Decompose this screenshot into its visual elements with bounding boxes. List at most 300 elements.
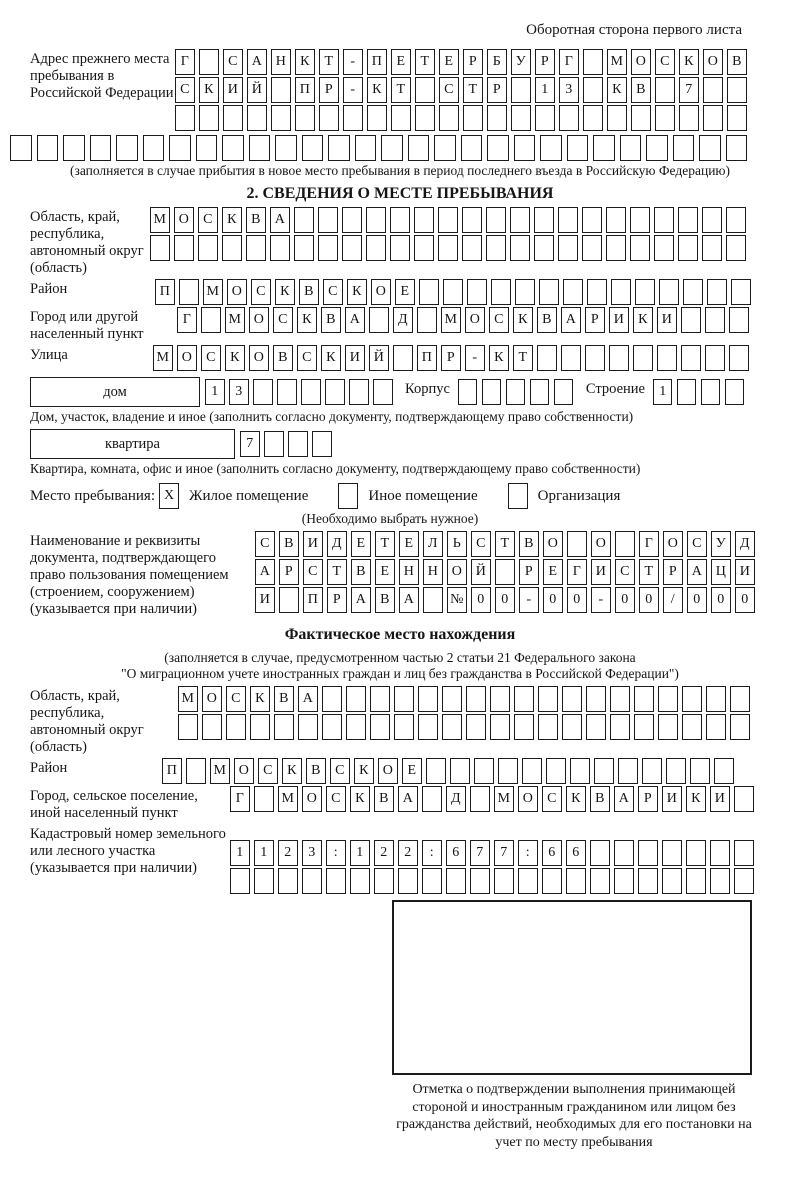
- char-box[interactable]: [470, 786, 490, 812]
- char-box[interactable]: [462, 207, 482, 233]
- char-box[interactable]: 0: [495, 587, 515, 613]
- char-box[interactable]: [734, 840, 754, 866]
- char-box[interactable]: [295, 105, 315, 131]
- char-box[interactable]: М: [203, 279, 223, 305]
- char-box[interactable]: [249, 135, 271, 161]
- char-box[interactable]: [466, 714, 486, 740]
- char-box[interactable]: [702, 207, 722, 233]
- char-box[interactable]: С: [542, 786, 562, 812]
- char-box[interactable]: С: [175, 77, 195, 103]
- char-box[interactable]: Н: [423, 559, 443, 585]
- char-box[interactable]: [202, 714, 222, 740]
- char-box[interactable]: [294, 235, 314, 261]
- char-box[interactable]: К: [225, 345, 245, 371]
- char-box[interactable]: [658, 686, 678, 712]
- char-box[interactable]: Р: [585, 307, 605, 333]
- char-box[interactable]: [346, 714, 366, 740]
- char-box[interactable]: С: [273, 307, 293, 333]
- char-box[interactable]: [654, 207, 674, 233]
- char-box[interactable]: Б: [487, 49, 507, 75]
- char-box[interactable]: О: [378, 758, 398, 784]
- char-box[interactable]: Е: [375, 559, 395, 585]
- char-box[interactable]: -: [591, 587, 611, 613]
- char-box[interactable]: К: [297, 307, 317, 333]
- char-box[interactable]: [350, 868, 370, 894]
- char-box[interactable]: №: [447, 587, 467, 613]
- char-box[interactable]: [494, 868, 514, 894]
- char-box[interactable]: В: [727, 49, 747, 75]
- char-box[interactable]: 0: [687, 587, 707, 613]
- char-box[interactable]: У: [511, 49, 531, 75]
- char-box[interactable]: [606, 207, 626, 233]
- char-box[interactable]: Р: [463, 49, 483, 75]
- char-box[interactable]: 3: [559, 77, 579, 103]
- char-box[interactable]: 7: [494, 840, 514, 866]
- char-box[interactable]: [271, 105, 291, 131]
- char-box[interactable]: [342, 235, 362, 261]
- char-box[interactable]: [511, 77, 531, 103]
- char-box[interactable]: [731, 279, 751, 305]
- char-box[interactable]: 0: [639, 587, 659, 613]
- char-box[interactable]: С: [326, 786, 346, 812]
- char-box[interactable]: [201, 307, 221, 333]
- char-box[interactable]: Й: [471, 559, 491, 585]
- char-box[interactable]: [567, 135, 589, 161]
- char-box[interactable]: В: [631, 77, 651, 103]
- char-box[interactable]: [582, 235, 602, 261]
- char-box[interactable]: [681, 345, 701, 371]
- char-box[interactable]: [570, 758, 590, 784]
- char-box[interactable]: [462, 235, 482, 261]
- char-box[interactable]: О: [174, 207, 194, 233]
- char-box[interactable]: 0: [567, 587, 587, 613]
- char-box[interactable]: [586, 714, 606, 740]
- char-box[interactable]: [461, 135, 483, 161]
- char-box[interactable]: [346, 686, 366, 712]
- char-box[interactable]: [370, 714, 390, 740]
- char-box[interactable]: [583, 49, 603, 75]
- char-box[interactable]: [343, 105, 363, 131]
- char-box[interactable]: [530, 379, 550, 405]
- char-box[interactable]: С: [297, 345, 317, 371]
- char-box[interactable]: [226, 714, 246, 740]
- char-box[interactable]: [369, 307, 389, 333]
- char-box[interactable]: [542, 868, 562, 894]
- char-box[interactable]: [567, 531, 587, 557]
- char-box[interactable]: И: [735, 559, 755, 585]
- char-box[interactable]: [606, 235, 626, 261]
- char-box[interactable]: [482, 379, 502, 405]
- char-box[interactable]: Е: [399, 531, 419, 557]
- char-box[interactable]: [328, 135, 350, 161]
- char-box[interactable]: М: [494, 786, 514, 812]
- char-box[interactable]: 3: [302, 840, 322, 866]
- char-box[interactable]: [714, 758, 734, 784]
- char-box[interactable]: [90, 135, 112, 161]
- char-box[interactable]: П: [162, 758, 182, 784]
- char-box[interactable]: М: [278, 786, 298, 812]
- char-box[interactable]: [655, 77, 675, 103]
- char-box[interactable]: [610, 686, 630, 712]
- char-box[interactable]: Т: [495, 531, 515, 557]
- char-box[interactable]: Ь: [447, 531, 467, 557]
- char-box[interactable]: К: [321, 345, 341, 371]
- char-box[interactable]: [198, 235, 218, 261]
- char-box[interactable]: [390, 235, 410, 261]
- char-box[interactable]: С: [255, 531, 275, 557]
- char-box[interactable]: [535, 105, 555, 131]
- char-box[interactable]: [442, 714, 462, 740]
- char-box[interactable]: Н: [271, 49, 291, 75]
- char-box[interactable]: К: [489, 345, 509, 371]
- char-box[interactable]: [434, 135, 456, 161]
- char-box[interactable]: [419, 279, 439, 305]
- char-box[interactable]: [458, 379, 478, 405]
- char-box[interactable]: 2: [374, 840, 394, 866]
- char-box[interactable]: 0: [543, 587, 563, 613]
- char-box[interactable]: [638, 840, 658, 866]
- char-box[interactable]: [559, 105, 579, 131]
- char-box[interactable]: [322, 714, 342, 740]
- char-box[interactable]: [727, 105, 747, 131]
- char-box[interactable]: И: [710, 786, 730, 812]
- char-box[interactable]: [633, 345, 653, 371]
- char-box[interactable]: [446, 868, 466, 894]
- char-box[interactable]: Д: [393, 307, 413, 333]
- char-box[interactable]: С: [303, 559, 323, 585]
- char-box[interactable]: [302, 868, 322, 894]
- char-box[interactable]: [705, 345, 725, 371]
- char-box[interactable]: [678, 207, 698, 233]
- char-box[interactable]: [679, 105, 699, 131]
- char-box[interactable]: [590, 840, 610, 866]
- char-box[interactable]: [635, 279, 655, 305]
- char-box[interactable]: К: [633, 307, 653, 333]
- char-box[interactable]: В: [246, 207, 266, 233]
- char-box[interactable]: [611, 279, 631, 305]
- char-box[interactable]: Ц: [711, 559, 731, 585]
- char-box[interactable]: [414, 207, 434, 233]
- char-box[interactable]: М: [607, 49, 627, 75]
- char-box[interactable]: [253, 379, 273, 405]
- char-box[interactable]: [726, 235, 746, 261]
- char-box[interactable]: [355, 135, 377, 161]
- char-box[interactable]: [414, 235, 434, 261]
- char-box[interactable]: К: [354, 758, 374, 784]
- char-box[interactable]: С: [201, 345, 221, 371]
- char-box[interactable]: [586, 686, 606, 712]
- char-box[interactable]: [366, 207, 386, 233]
- char-box[interactable]: [422, 868, 442, 894]
- char-box[interactable]: [561, 345, 581, 371]
- char-box[interactable]: Е: [439, 49, 459, 75]
- char-box[interactable]: И: [662, 786, 682, 812]
- char-box[interactable]: О: [227, 279, 247, 305]
- char-box[interactable]: [466, 686, 486, 712]
- char-box[interactable]: С: [687, 531, 707, 557]
- char-box[interactable]: А: [398, 786, 418, 812]
- char-box[interactable]: С: [198, 207, 218, 233]
- char-box[interactable]: 3: [229, 379, 249, 405]
- char-box[interactable]: [638, 868, 658, 894]
- char-box[interactable]: [463, 105, 483, 131]
- char-box[interactable]: [539, 279, 559, 305]
- char-box[interactable]: [390, 207, 410, 233]
- char-box[interactable]: [506, 379, 526, 405]
- char-box[interactable]: [301, 379, 321, 405]
- char-box[interactable]: [534, 207, 554, 233]
- char-box[interactable]: [658, 714, 678, 740]
- char-box[interactable]: Д: [735, 531, 755, 557]
- char-box[interactable]: 1: [653, 379, 673, 405]
- char-box[interactable]: [538, 714, 558, 740]
- char-box[interactable]: Г: [177, 307, 197, 333]
- char-box[interactable]: [730, 714, 750, 740]
- char-box[interactable]: [37, 135, 59, 161]
- char-box[interactable]: [515, 279, 535, 305]
- char-box[interactable]: [254, 786, 274, 812]
- char-box[interactable]: [318, 235, 338, 261]
- char-box[interactable]: 0: [615, 587, 635, 613]
- char-box[interactable]: [646, 135, 668, 161]
- char-box[interactable]: С: [323, 279, 343, 305]
- char-box[interactable]: Г: [230, 786, 250, 812]
- char-box[interactable]: В: [351, 559, 371, 585]
- char-box[interactable]: [615, 531, 635, 557]
- char-box[interactable]: [558, 207, 578, 233]
- char-box[interactable]: К: [686, 786, 706, 812]
- char-box[interactable]: [150, 235, 170, 261]
- char-box[interactable]: [566, 868, 586, 894]
- stay-type-checkbox-organization[interactable]: [508, 483, 528, 509]
- char-box[interactable]: 1: [230, 840, 250, 866]
- char-box[interactable]: К: [566, 786, 586, 812]
- char-box[interactable]: [655, 105, 675, 131]
- char-box[interactable]: Д: [327, 531, 347, 557]
- house-type-box[interactable]: дом: [30, 377, 200, 407]
- char-box[interactable]: [590, 868, 610, 894]
- char-box[interactable]: К: [275, 279, 295, 305]
- char-box[interactable]: И: [345, 345, 365, 371]
- char-box[interactable]: Г: [639, 531, 659, 557]
- char-box[interactable]: [634, 686, 654, 712]
- char-box[interactable]: [726, 135, 748, 161]
- char-box[interactable]: [618, 758, 638, 784]
- char-box[interactable]: [654, 235, 674, 261]
- char-box[interactable]: К: [513, 307, 533, 333]
- char-box[interactable]: [703, 77, 723, 103]
- char-box[interactable]: [467, 279, 487, 305]
- char-box[interactable]: В: [374, 786, 394, 812]
- char-box[interactable]: О: [631, 49, 651, 75]
- char-box[interactable]: [271, 77, 291, 103]
- char-box[interactable]: Е: [402, 758, 422, 784]
- char-box[interactable]: О: [465, 307, 485, 333]
- char-box[interactable]: [370, 686, 390, 712]
- char-box[interactable]: [223, 105, 243, 131]
- char-box[interactable]: /: [663, 587, 683, 613]
- char-box[interactable]: [673, 135, 695, 161]
- char-box[interactable]: [367, 105, 387, 131]
- char-box[interactable]: П: [303, 587, 323, 613]
- char-box[interactable]: [143, 135, 165, 161]
- char-box[interactable]: [408, 135, 430, 161]
- char-box[interactable]: О: [447, 559, 467, 585]
- char-box[interactable]: [199, 49, 219, 75]
- char-box[interactable]: 1: [254, 840, 274, 866]
- char-box[interactable]: [366, 235, 386, 261]
- char-box[interactable]: П: [155, 279, 175, 305]
- char-box[interactable]: [710, 868, 730, 894]
- char-box[interactable]: И: [223, 77, 243, 103]
- char-box[interactable]: [562, 714, 582, 740]
- char-box[interactable]: 0: [735, 587, 755, 613]
- char-box[interactable]: [342, 207, 362, 233]
- char-box[interactable]: [178, 714, 198, 740]
- char-box[interactable]: Т: [327, 559, 347, 585]
- char-box[interactable]: [443, 279, 463, 305]
- char-box[interactable]: [175, 105, 195, 131]
- char-box[interactable]: М: [153, 345, 173, 371]
- char-box[interactable]: [230, 868, 250, 894]
- char-box[interactable]: А: [255, 559, 275, 585]
- char-box[interactable]: Е: [391, 49, 411, 75]
- char-box[interactable]: [486, 207, 506, 233]
- char-box[interactable]: [729, 307, 749, 333]
- char-box[interactable]: С: [251, 279, 271, 305]
- char-box[interactable]: [594, 758, 614, 784]
- char-box[interactable]: Д: [446, 786, 466, 812]
- char-box[interactable]: [706, 714, 726, 740]
- char-box[interactable]: [491, 279, 511, 305]
- char-box[interactable]: [514, 714, 534, 740]
- char-box[interactable]: [510, 235, 530, 261]
- char-box[interactable]: [554, 379, 574, 405]
- char-box[interactable]: А: [614, 786, 634, 812]
- char-box[interactable]: [710, 840, 730, 866]
- char-box[interactable]: [682, 714, 702, 740]
- char-box[interactable]: [610, 714, 630, 740]
- char-box[interactable]: [302, 135, 324, 161]
- char-box[interactable]: С: [489, 307, 509, 333]
- char-box[interactable]: Е: [543, 559, 563, 585]
- char-box[interactable]: [222, 235, 242, 261]
- char-box[interactable]: Г: [175, 49, 195, 75]
- char-box[interactable]: Т: [463, 77, 483, 103]
- char-box[interactable]: [683, 279, 703, 305]
- char-box[interactable]: 7: [679, 77, 699, 103]
- char-box[interactable]: [662, 840, 682, 866]
- char-box[interactable]: [391, 105, 411, 131]
- char-box[interactable]: О: [518, 786, 538, 812]
- char-box[interactable]: [537, 345, 557, 371]
- char-box[interactable]: [642, 758, 662, 784]
- char-box[interactable]: О: [177, 345, 197, 371]
- char-box[interactable]: [514, 686, 534, 712]
- char-box[interactable]: [349, 379, 369, 405]
- char-box[interactable]: К: [367, 77, 387, 103]
- char-box[interactable]: В: [537, 307, 557, 333]
- char-box[interactable]: О: [302, 786, 322, 812]
- char-box[interactable]: К: [295, 49, 315, 75]
- char-box[interactable]: В: [375, 587, 395, 613]
- char-box[interactable]: [666, 758, 686, 784]
- char-box[interactable]: [734, 868, 754, 894]
- char-box[interactable]: [63, 135, 85, 161]
- char-box[interactable]: [593, 135, 615, 161]
- char-box[interactable]: С: [258, 758, 278, 784]
- char-box[interactable]: [686, 840, 706, 866]
- char-box[interactable]: А: [345, 307, 365, 333]
- char-box[interactable]: [487, 135, 509, 161]
- char-box[interactable]: С: [615, 559, 635, 585]
- char-box[interactable]: [294, 207, 314, 233]
- char-box[interactable]: [734, 786, 754, 812]
- char-box[interactable]: [277, 379, 297, 405]
- char-box[interactable]: В: [321, 307, 341, 333]
- char-box[interactable]: Р: [519, 559, 539, 585]
- char-box[interactable]: К: [347, 279, 367, 305]
- char-box[interactable]: [522, 758, 542, 784]
- char-box[interactable]: :: [422, 840, 442, 866]
- char-box[interactable]: [582, 207, 602, 233]
- char-box[interactable]: К: [222, 207, 242, 233]
- char-box[interactable]: [254, 868, 274, 894]
- char-box[interactable]: [374, 868, 394, 894]
- apartment-type-box[interactable]: квартира: [30, 429, 235, 459]
- char-box[interactable]: [270, 235, 290, 261]
- char-box[interactable]: Т: [319, 49, 339, 75]
- char-box[interactable]: [614, 840, 634, 866]
- char-box[interactable]: М: [441, 307, 461, 333]
- char-box[interactable]: [707, 279, 727, 305]
- char-box[interactable]: К: [282, 758, 302, 784]
- char-box[interactable]: И: [303, 531, 323, 557]
- char-box[interactable]: [426, 758, 446, 784]
- char-box[interactable]: [631, 105, 651, 131]
- char-box[interactable]: [312, 431, 332, 457]
- char-box[interactable]: Р: [327, 587, 347, 613]
- char-box[interactable]: [474, 758, 494, 784]
- char-box[interactable]: О: [234, 758, 254, 784]
- char-box[interactable]: [534, 235, 554, 261]
- char-box[interactable]: [169, 135, 191, 161]
- char-box[interactable]: [702, 235, 722, 261]
- char-box[interactable]: Т: [391, 77, 411, 103]
- char-box[interactable]: Й: [247, 77, 267, 103]
- char-box[interactable]: [681, 307, 701, 333]
- char-box[interactable]: [609, 345, 629, 371]
- char-box[interactable]: М: [210, 758, 230, 784]
- char-box[interactable]: К: [199, 77, 219, 103]
- char-box[interactable]: 1: [205, 379, 225, 405]
- char-box[interactable]: [563, 279, 583, 305]
- char-box[interactable]: О: [371, 279, 391, 305]
- char-box[interactable]: [486, 235, 506, 261]
- stay-type-checkbox-residential[interactable]: X: [159, 483, 179, 509]
- char-box[interactable]: [318, 207, 338, 233]
- char-box[interactable]: [686, 868, 706, 894]
- char-box[interactable]: К: [607, 77, 627, 103]
- char-box[interactable]: [514, 135, 536, 161]
- char-box[interactable]: В: [273, 345, 293, 371]
- char-box[interactable]: 2: [398, 840, 418, 866]
- char-box[interactable]: О: [202, 686, 222, 712]
- char-box[interactable]: [607, 105, 627, 131]
- char-box[interactable]: [438, 207, 458, 233]
- char-box[interactable]: [186, 758, 206, 784]
- char-box[interactable]: [630, 235, 650, 261]
